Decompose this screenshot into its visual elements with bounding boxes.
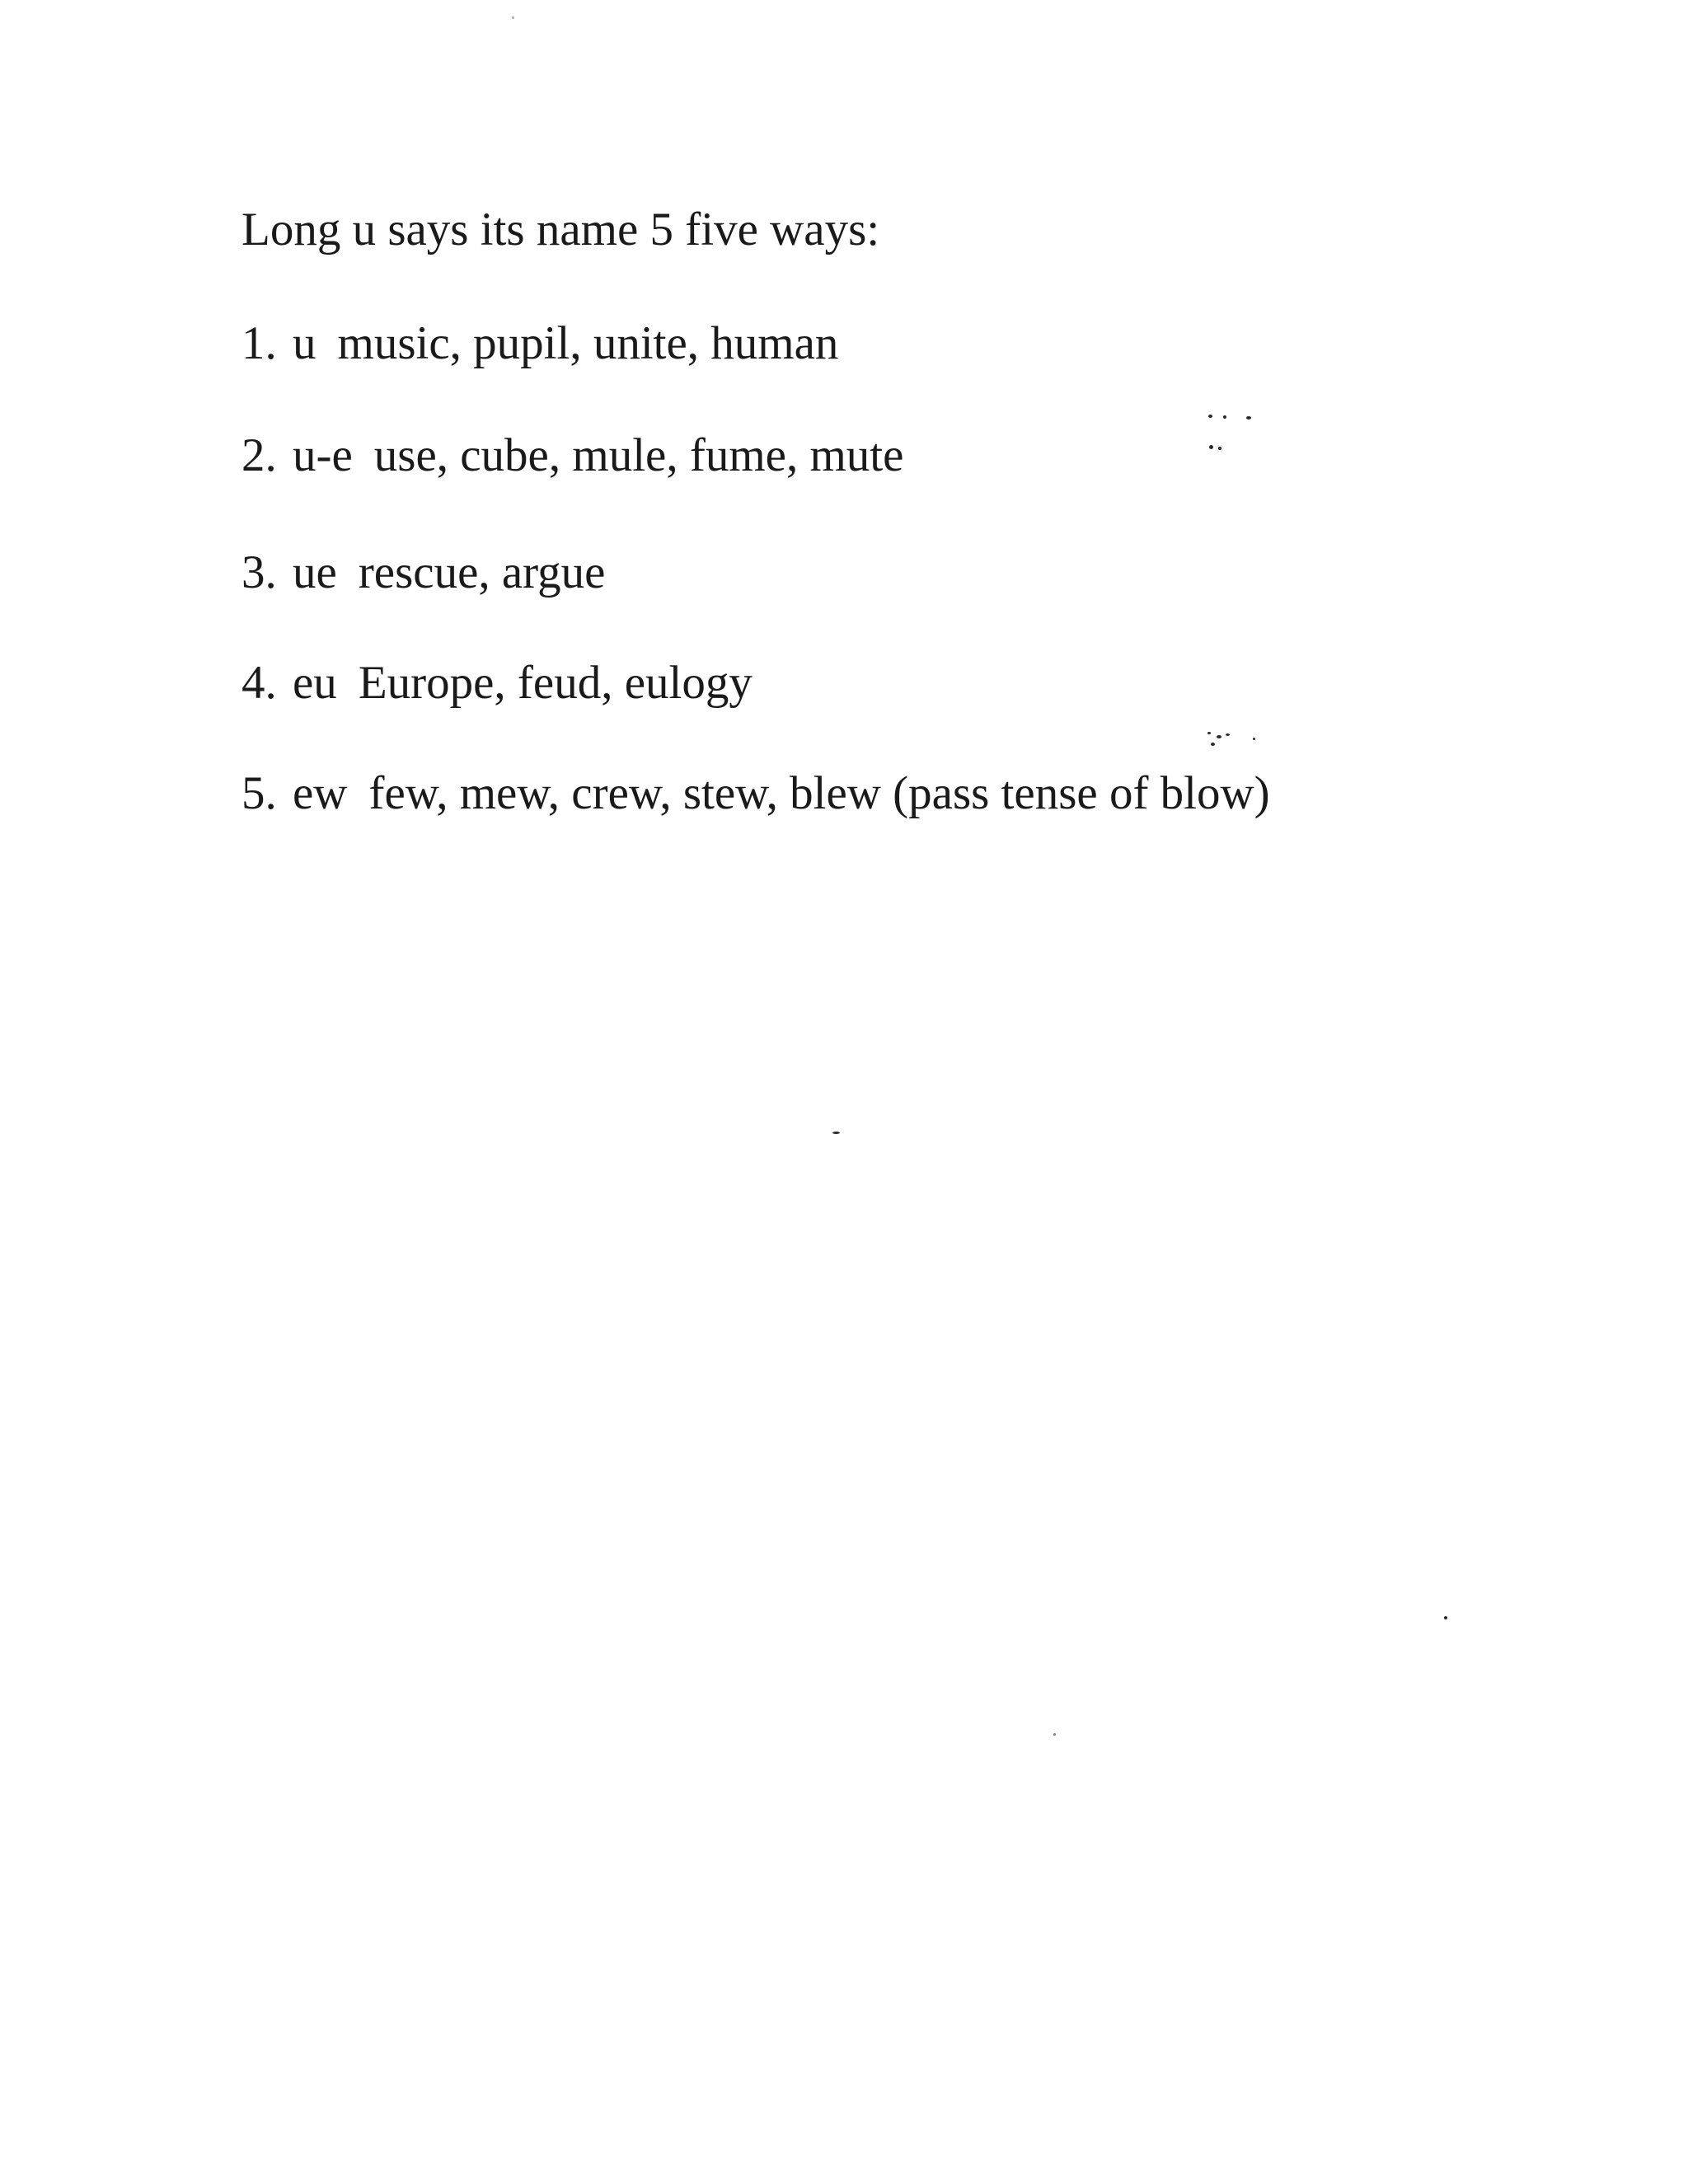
- list-item: [241, 546, 606, 598]
- example-words: use, cube, mule, fume, mute: [373, 429, 904, 481]
- item-number: 1.: [241, 317, 277, 369]
- document-title: Long u says its name 5 five ways:: [241, 204, 880, 255]
- scan-speck: [1211, 743, 1215, 746]
- scan-speck: [1253, 738, 1255, 740]
- scan-speck: [1217, 735, 1221, 738]
- list-item: [241, 317, 839, 369]
- item-number: 4.: [241, 657, 277, 709]
- spelling-pattern: eu: [293, 657, 337, 709]
- example-words: few, mew, crew, stew, blew (pass tense of blow): [368, 767, 1270, 819]
- scan-speck: [1208, 415, 1212, 418]
- list-item: [241, 767, 1270, 819]
- example-words: Europe, feud, eulogy: [358, 657, 753, 709]
- scan-speck: [512, 16, 514, 19]
- spelling-pattern: ue: [293, 546, 337, 598]
- scan-speck: [1053, 1733, 1056, 1736]
- spelling-pattern: ew: [293, 767, 348, 819]
- item-number: 3.: [241, 546, 277, 598]
- scan-speck: [1226, 733, 1230, 736]
- scan-speck: [1223, 415, 1226, 419]
- scan-speck: [1207, 732, 1211, 734]
- scan-speck: [832, 1132, 840, 1134]
- scan-speck: [1218, 447, 1221, 450]
- item-number: 5.: [241, 767, 277, 819]
- item-number: 2.: [241, 429, 277, 481]
- scan-speck: [1444, 1616, 1447, 1619]
- scan-speck: [1209, 445, 1213, 449]
- scan-speck: [1246, 416, 1251, 419]
- example-words: rescue, argue: [358, 546, 606, 598]
- list-item: [241, 657, 753, 709]
- spelling-pattern: u: [293, 317, 316, 369]
- spelling-pattern: u-e: [293, 429, 353, 481]
- list-item: [241, 429, 904, 481]
- example-words: music, pupil, unite, human: [337, 317, 839, 369]
